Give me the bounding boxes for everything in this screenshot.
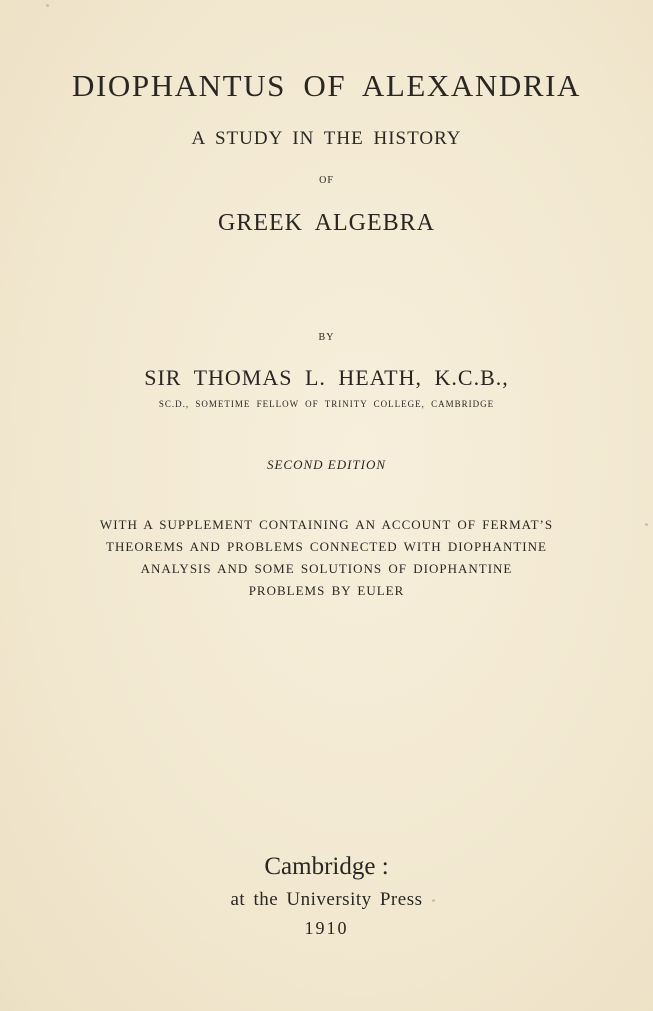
supplement-line: THEOREMS AND PROBLEMS CONNECTED WITH DIOPHANTINE [106,539,547,554]
publisher-press: at the University Press [230,889,423,910]
publication-year: 1910 [304,918,349,938]
by-label: BY [318,332,335,343]
author-name: SIR THOMAS L. HEATH, K.C.B., [144,365,509,390]
paper-speck [645,523,648,526]
edition-label: SECOND EDITION [266,457,387,472]
supplement-line: PROBLEMS BY EULER [248,583,405,598]
supplement-description [0,514,653,602]
of-connector: OF [319,175,334,186]
subtitle: A STUDY IN THE HISTORY [191,128,462,149]
publisher-city: Cambridge : [264,853,389,880]
author-credentials: SC.D., SOMETIME FELLOW OF TRINITY COLLEGE, CAMBRIDGE [158,399,495,409]
subject-title: GREEK ALGEBRA [218,210,435,236]
supplement-line: ANALYSIS AND SOME SOLUTIONS OF DIOPHANTINE [140,561,513,576]
paper-speck [432,899,435,902]
paper-speck [46,4,49,7]
main-title: DIOPHANTUS OF ALEXANDRIA [71,68,582,103]
supplement-line: WITH A SUPPLEMENT CONTAINING AN ACCOUNT OF FERMAT’S [99,517,554,532]
